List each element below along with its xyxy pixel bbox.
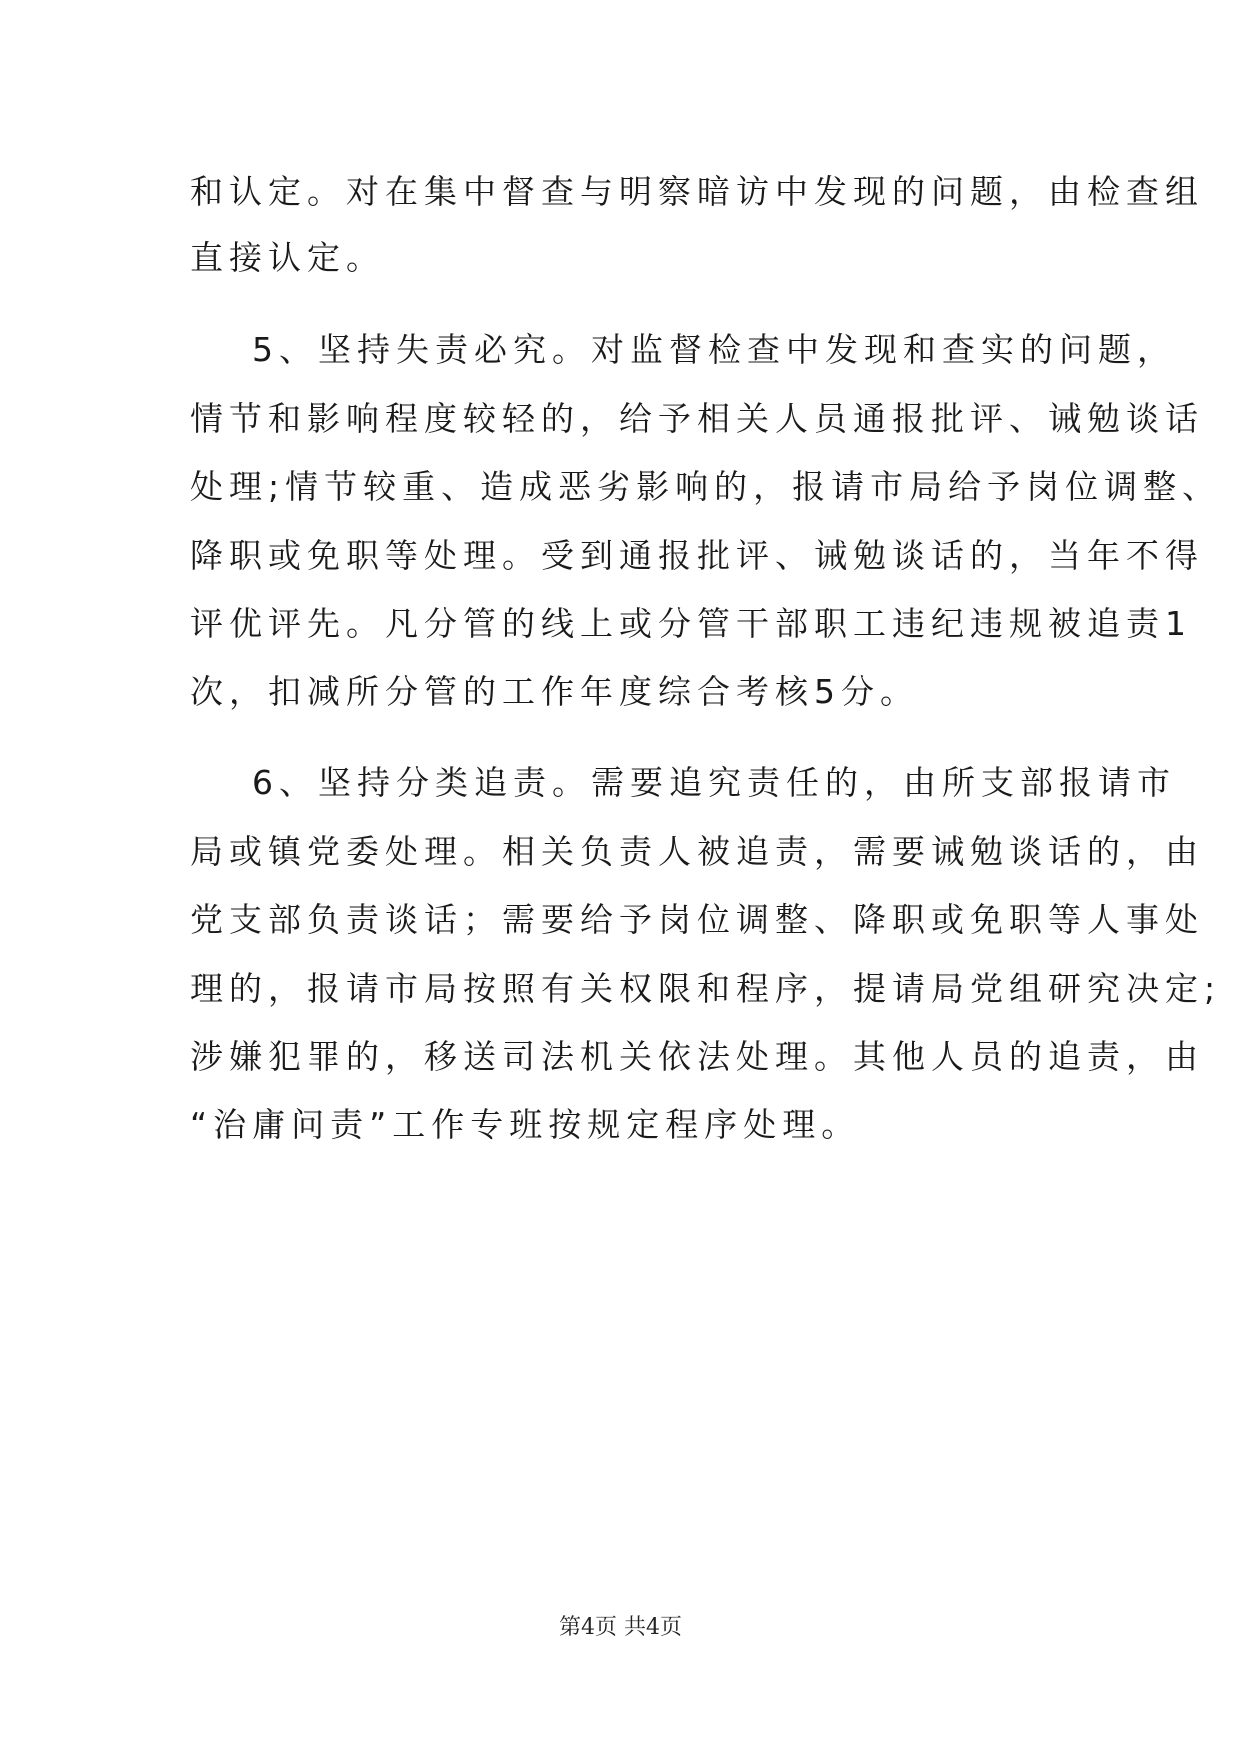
text-line: 涉嫌犯罪的，移送司法机关依法处理。其他人员的追责，由 bbox=[190, 1037, 1204, 1076]
text-line: 局或镇党委处理。相关负责人被追责，需要诫勉谈话的，由 bbox=[190, 832, 1204, 871]
text-line: 和认定。对在集中督查与明察暗访中发现的问题，由检查组 bbox=[190, 172, 1204, 211]
text-line: 理的，报请市局按照有关权限和程序，提请局党组研究决定; bbox=[190, 969, 1222, 1008]
text-line: 直接认定。 bbox=[190, 238, 385, 277]
text-line: 党支部负责谈话；需要给予岗位调整、降职或免职等人事处 bbox=[190, 900, 1204, 939]
text-line: 降职或免职等处理。受到通报批评、诫勉谈话的，当年不得 bbox=[190, 536, 1204, 575]
page-number-footer: 第4页 共4页 bbox=[559, 1615, 682, 1640]
paragraph-start-line: 6、坚持分类追责。需要追究责任的，由所支部报请市 bbox=[252, 763, 1176, 802]
text-line: 情节和影响程度较轻的，给予相关人员通报批评、诫勉谈话 bbox=[190, 399, 1204, 438]
text-line: 处理;情节较重、造成恶劣影响的，报请市局给予岗位调整、 bbox=[190, 467, 1222, 506]
paragraph-start-line: 5、坚持失责必究。对监督检查中发现和查实的问题， bbox=[252, 330, 1176, 369]
text-line: 次，扣减所分管的工作年度综合考核5分。 bbox=[190, 672, 919, 711]
text-line: “治庸问责”工作专班按规定程序处理。 bbox=[190, 1105, 861, 1144]
text-line: 评优评先。凡分管的线上或分管干部职工违纪违规被追责1 bbox=[190, 604, 1192, 643]
